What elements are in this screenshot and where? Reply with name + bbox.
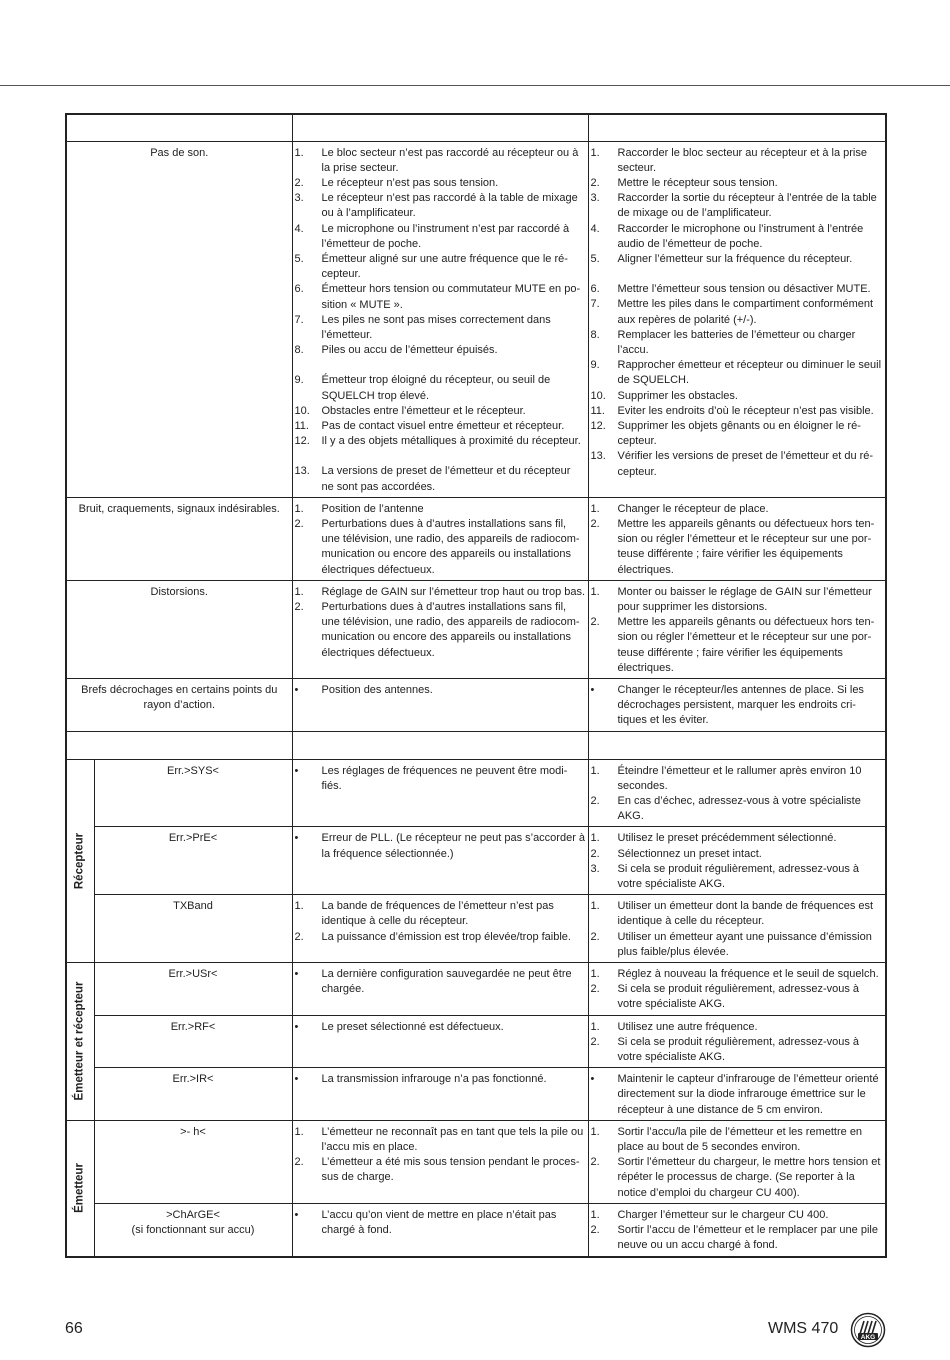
item-text: Mettre les appareils gênants ou défectueux hors ten-sion ou régler l’émetteur et le récepteur sur une por-teuse différente ; faire vérifier les équipements électriques.: [617, 517, 875, 576]
list-item: [591, 282, 884, 297]
list-item: [591, 389, 884, 404]
item-list: [591, 500, 884, 578]
list-item: [591, 899, 884, 929]
header-cell-cause: [292, 114, 588, 141]
item-number: 6.: [294, 283, 304, 296]
item-number: 2.: [590, 1224, 600, 1237]
item-list: [591, 1070, 884, 1118]
list-item: [591, 683, 884, 729]
item-number: 1.: [590, 1208, 600, 1221]
list-item: [295, 600, 586, 661]
logo-lettering: AKG: [860, 1334, 876, 1341]
section-header-row: [66, 731, 886, 759]
list-item: [591, 517, 884, 578]
list-item: [591, 1020, 884, 1035]
item-number: •: [294, 764, 299, 777]
item-number: •: [294, 1073, 299, 1086]
item-text: La bande de fréquences de l’émetteur n’est pas identique à celle du récepteur.: [321, 900, 554, 928]
symptom-text: Err.>RF<: [170, 1020, 216, 1033]
table-row: [66, 497, 886, 580]
symptom-text: Brefs décrochages en certains points du rayon d’action.: [81, 684, 278, 712]
remedy-cell: [588, 827, 886, 895]
section-header-cell: [292, 731, 588, 759]
cause-cell: [292, 1068, 588, 1121]
item-number: 2.: [294, 176, 304, 189]
list-item: [295, 404, 586, 419]
item-list: [591, 897, 884, 960]
item-text: Raccorder le microphone ou l’instrument à l’entrée audio de l’émetteur de poche.: [617, 222, 864, 250]
item-text: Charger l’émetteur sur le chargeur CU 400.: [617, 1208, 829, 1221]
item-number: 1.: [294, 146, 304, 159]
list-item: [295, 899, 586, 929]
symptom-text: Err.>IR<: [172, 1073, 214, 1086]
item-number: 12.: [590, 419, 606, 432]
symptom-cell: [94, 1120, 292, 1203]
symptom-cell: [66, 679, 292, 732]
list-item: [591, 967, 884, 982]
list-item: [591, 847, 884, 862]
item-number: •: [294, 1208, 299, 1221]
item-number: 1.: [294, 502, 304, 515]
item-number: 4.: [294, 222, 304, 235]
remedy-cell: [588, 580, 886, 678]
item-text: Position de l’antenne: [321, 502, 424, 515]
symptom-text: >- h<: [180, 1125, 206, 1138]
item-number: •: [294, 1020, 299, 1033]
item-number: 1.: [294, 585, 304, 598]
item-list: [295, 681, 586, 698]
item-text: Le preset sélectionné est défectueux.: [321, 1020, 504, 1033]
item-text: Supprimer les obstacles.: [617, 389, 738, 402]
remedy-cell: [588, 759, 886, 827]
header-cell-symptom: [66, 114, 292, 141]
item-number: 3.: [590, 192, 600, 205]
item-number: 10.: [590, 389, 606, 402]
item-text: Sortir l’accu de l’émetteur et le remplacer par une pile neuve ou un accu chargé à fond.: [617, 1224, 878, 1252]
table-row: [66, 827, 886, 895]
item-number: 7.: [590, 298, 600, 311]
troubleshooting-table: [65, 113, 887, 1258]
item-number: 13.: [590, 450, 606, 463]
symptom-text: Err.>SYS<: [167, 764, 219, 777]
header-cell-remedy: [588, 114, 886, 141]
list-item: [591, 764, 884, 794]
item-text: Le récepteur n’est pas sous tension.: [321, 176, 499, 189]
item-number: 1.: [590, 1020, 600, 1033]
akg-logo: [850, 1312, 886, 1348]
item-number: 5.: [590, 252, 600, 265]
item-number: 8.: [294, 344, 304, 357]
cause-cell: [292, 141, 588, 497]
item-number: 12.: [294, 435, 310, 448]
item-text: Raccorder le bloc secteur au récepteur et à la prise secteur.: [617, 146, 867, 174]
cause-cell: [292, 1203, 588, 1256]
item-text: Eviter les endroits d’où le récepteur n’est pas visible.: [617, 404, 874, 417]
item-number: 1.: [590, 968, 600, 981]
item-number: 3.: [294, 192, 304, 205]
item-text: Éteindre l’émetteur et le rallumer après environ 10 secondes.: [617, 764, 862, 792]
list-item: [295, 764, 586, 794]
item-number: 1.: [590, 832, 600, 845]
item-text: Mettre l’émetteur sous tension ou désactiver MUTE.: [617, 283, 871, 296]
list-item: [591, 982, 884, 1012]
table-row: [66, 580, 886, 678]
item-text: Monter ou baisser le réglage de GAIN sur l’émetteur pour supprimer les distorsions.: [617, 585, 872, 613]
item-number: 3.: [590, 862, 600, 875]
list-item: [591, 502, 884, 517]
symptom-text: TXBand: [173, 900, 213, 913]
item-text: Si cela se produit régulièrement, adressez-vous à votre spécialiste AKG.: [617, 1035, 860, 1064]
list-item: [591, 862, 884, 892]
item-number: 11.: [294, 419, 309, 432]
list-item: [295, 517, 586, 578]
item-number: 6.: [590, 283, 600, 296]
list-item: [591, 176, 884, 191]
group-label-cell: [66, 759, 94, 962]
item-text: Le récepteur n’est pas raccordé à la table de mixage ou à l’amplificateur.: [321, 192, 578, 220]
list-item: [295, 831, 586, 861]
list-item: [591, 1155, 884, 1201]
list-item: [591, 358, 884, 388]
item-text: Changer le récepteur/les antennes de place. Si les décrochages persistent, marquer les endroits cri-tiques et les éviter.: [617, 684, 864, 727]
remedy-cell: [588, 963, 886, 1016]
item-text: Rapprocher émetteur et récepteur ou diminuer le seuil de SQUELCH.: [617, 359, 882, 387]
item-text: La transmission infrarouge n’a pas fonctionné.: [321, 1073, 547, 1086]
item-text: Le bloc secteur n’est pas raccordé au récepteur ou à la prise secteur.: [321, 146, 579, 174]
list-item: [591, 449, 884, 479]
item-number: 2.: [590, 517, 600, 530]
item-number: 2.: [590, 983, 600, 996]
item-text: Utiliser un émetteur dont la bande de fréquences est identique à celle du récepteur.: [617, 900, 874, 928]
list-item: [295, 191, 586, 221]
item-list: [295, 829, 586, 861]
item-list: [591, 762, 884, 825]
item-number: 1.: [590, 146, 600, 159]
list-item: [295, 967, 586, 997]
list-item: [295, 434, 586, 449]
item-text: La versions de preset de l’émetteur et du récepteur ne sont pas accordées.: [321, 465, 571, 493]
group-label-cell: [66, 1120, 94, 1256]
list-item: [295, 1072, 586, 1087]
item-number: 2.: [590, 795, 600, 808]
item-text: Mettre les piles dans le compartiment conformément aux repères de polarité (+/-).: [617, 298, 874, 326]
item-number: 2.: [590, 847, 600, 860]
item-text: Émetteur hors tension ou commutateur MUTE en po-sition « MUTE ».: [321, 283, 581, 311]
item-text: Pas de contact visuel entre émetteur et récepteur.: [321, 419, 565, 432]
list-item: [295, 502, 586, 517]
group-label: Émetteur et récepteur: [73, 982, 86, 1101]
item-number: 2.: [590, 1156, 600, 1169]
item-text: Sortir l’accu/la pile de l’émetteur et les remettre en place au bout de 5 secondes environ.: [617, 1125, 863, 1154]
list-item: [591, 1035, 884, 1065]
symptom-cell: [66, 141, 292, 497]
list-item: [295, 585, 586, 600]
symptom-text: Err.>PrE<: [168, 832, 218, 845]
table-row: [66, 1015, 886, 1068]
item-number: 5.: [294, 252, 304, 265]
item-number: 1.: [590, 502, 600, 515]
remedy-cell: [588, 1068, 886, 1121]
list-item: [591, 1208, 884, 1223]
item-number: 2.: [294, 517, 304, 530]
symptom-cell: [94, 895, 292, 963]
group-label-cell: [66, 963, 94, 1121]
item-number: 1.: [294, 1125, 304, 1138]
symptom-cell: [94, 827, 292, 895]
list-item: [591, 191, 884, 221]
table-row: [66, 679, 886, 732]
item-number: 2.: [590, 616, 600, 629]
list-item: [295, 930, 586, 945]
list-item: [295, 419, 586, 434]
cause-cell: [292, 759, 588, 827]
list-item: [295, 222, 586, 252]
item-list: [591, 681, 884, 729]
item-number: 2.: [294, 930, 304, 943]
symptom-cell: [94, 1015, 292, 1068]
list-item: [591, 1072, 884, 1118]
item-text: La puissance d’émission est trop élevée/trop faible.: [321, 930, 571, 943]
list-item: [591, 404, 884, 419]
item-number: •: [590, 1073, 595, 1086]
item-number: 2.: [294, 1156, 304, 1169]
item-list: [591, 1206, 884, 1254]
item-text: La dernière configuration sauvegardée ne peut être chargée.: [321, 968, 572, 996]
list-item: [295, 683, 586, 698]
list-item: [295, 343, 586, 358]
list-item: [591, 297, 884, 327]
group-label: Émetteur: [73, 1163, 86, 1214]
item-text: Émetteur aligné sur une autre fréquence que le ré-cepteur.: [321, 252, 568, 281]
item-number: 4.: [590, 222, 600, 235]
symptom-text: >ChArGE< (si fonctionnant sur accu): [131, 1208, 255, 1237]
item-number: 10.: [294, 404, 310, 417]
item-text: Obstacles entre l’émetteur et le récepteur.: [321, 404, 526, 417]
cause-cell: [292, 679, 588, 732]
item-number: 1.: [590, 1125, 600, 1138]
section-header-cell: [66, 731, 292, 759]
item-number: 2.: [590, 1035, 600, 1048]
remedy-cell: [588, 497, 886, 580]
item-list: [591, 1123, 884, 1201]
list-item: [591, 930, 884, 960]
item-text: Perturbations dues à d’autres installations sans fil, une télévision, une radio, des appareils de radiocom-munication ou encore des appareils ou installations électriques défectueux.: [321, 600, 580, 659]
item-list: [591, 144, 884, 480]
item-text: En cas d’échec, adressez-vous à votre spécialiste AKG.: [617, 795, 861, 823]
group-label: Récepteur: [73, 832, 86, 889]
symptom-text: Err.>USr<: [168, 968, 218, 981]
list-item: [295, 1020, 586, 1035]
table-row: [66, 1068, 886, 1121]
symptom-cell: [66, 580, 292, 678]
item-text: Supprimer les objets gênants ou en éloigner le ré-cepteur.: [617, 419, 861, 448]
item-list: [295, 1206, 586, 1238]
item-text: Les piles ne sont pas mises correctement dans l’émetteur.: [321, 313, 551, 341]
symptom-cell: [94, 1203, 292, 1256]
item-number: 11.: [590, 404, 605, 417]
item-text: Aligner l’émetteur sur la fréquence du récepteur.: [617, 252, 853, 265]
item-list: [295, 1018, 586, 1035]
list-item: [295, 176, 586, 191]
symptom-cell: [94, 1068, 292, 1121]
table-row: [66, 1203, 886, 1256]
cause-cell: [292, 1120, 588, 1203]
item-number: •: [294, 684, 299, 696]
item-text: Réglage de GAIN sur l’émetteur trop haut ou trop bas.: [321, 585, 586, 598]
item-list: [295, 583, 586, 661]
item-number: •: [590, 684, 595, 696]
list-item: [591, 146, 884, 176]
list-item: [591, 615, 884, 676]
section-header-cell: [588, 731, 886, 759]
item-text: Il y a des objets métalliques à proximité du récepteur.: [321, 435, 581, 448]
list-item: [295, 1125, 586, 1155]
list-item: [591, 252, 884, 267]
symptom-cell: [94, 759, 292, 827]
list-item: [295, 252, 586, 282]
item-text: Mettre le récepteur sous tension.: [617, 176, 778, 189]
item-number: •: [294, 968, 299, 981]
item-list: [295, 144, 586, 495]
item-number: 13.: [294, 465, 310, 478]
item-text: Le microphone ou l’instrument n’est par raccordé à l’émetteur de poche.: [321, 222, 570, 250]
item-text: Position des antennes.: [321, 684, 433, 696]
table-row: [66, 1120, 886, 1203]
cause-cell: [292, 580, 588, 678]
remedy-cell: [588, 141, 886, 497]
item-text: Utiliser un émetteur ayant une puissance d’émission plus faible/plus élevée.: [617, 930, 872, 958]
symptom-text: Pas de son.: [150, 146, 209, 159]
item-number: •: [294, 832, 299, 845]
list-item: [591, 222, 884, 252]
cause-cell: [292, 827, 588, 895]
item-text: Raccorder la sortie du récepteur à l’entrée de la table de mixage ou de l’amplificateur.: [617, 192, 877, 220]
list-item: [295, 146, 586, 176]
item-text: Sélectionnez un preset intact.: [617, 847, 762, 860]
list-item: [295, 282, 586, 312]
item-list: [295, 1070, 586, 1087]
item-text: Vérifier les versions de preset de l’émetteur et du ré-cepteur.: [617, 450, 874, 478]
item-number: 2.: [590, 176, 600, 189]
table-row: [66, 759, 886, 827]
list-item: [591, 1223, 884, 1253]
item-text: Réglez à nouveau la fréquence et le seuil de squelch.: [617, 968, 879, 981]
item-text: Piles ou accu de l’émetteur épuisés.: [321, 344, 498, 357]
list-item: [591, 419, 884, 449]
list-item: [295, 1208, 586, 1238]
item-list: [591, 1018, 884, 1066]
item-list: [591, 583, 884, 676]
symptom-text: Bruit, craquements, signaux indésirables.: [78, 502, 280, 515]
item-number: 7.: [294, 313, 304, 326]
top-rule: [0, 85, 950, 86]
remedy-cell: [588, 895, 886, 963]
remedy-cell: [588, 1015, 886, 1068]
item-text: Sortir l’émetteur du chargeur, le mettre hors tension et répéter le processus de charge. (Se reporter à la notice d’emploi du chargeur CU 400).: [617, 1156, 881, 1199]
remedy-cell: [588, 679, 886, 732]
item-text: L’émetteur ne reconnaît pas en tant que tels la pile ou l’accu mis en place.: [321, 1125, 584, 1154]
symptom-cell: [66, 497, 292, 580]
item-text: Changer le récepteur de place.: [617, 502, 769, 515]
item-text: Maintenir le capteur d’infrarouge de l’émetteur orienté directement sur la diode infrarouge émettrice sur le récepteur à une distance de 5 cm environ.: [617, 1073, 879, 1116]
item-number: 2.: [294, 600, 304, 613]
item-text: Si cela se produit régulièrement, adressez-vous à votre spécialiste AKG.: [617, 983, 860, 1011]
item-text: L’accu qu’on vient de mettre en place n’était pas chargé à fond.: [321, 1208, 557, 1237]
item-number: 2.: [590, 930, 600, 943]
item-text: Mettre les appareils gênants ou défectueux hors ten-sion ou régler l’émetteur et le récepteur sur une por-teuse différente ; faire vérifier les équipements électriques.: [617, 616, 875, 674]
list-item: [295, 464, 586, 494]
page-number: 66: [65, 1320, 83, 1337]
item-text: Remplacer les batteries de l’émetteur ou charger l’accu.: [617, 328, 856, 356]
table-header-row: [66, 114, 886, 141]
cause-cell: [292, 895, 588, 963]
cause-cell: [292, 1015, 588, 1068]
list-item: [295, 1155, 586, 1185]
list-item: [591, 1125, 884, 1155]
product-name: WMS 470: [768, 1320, 839, 1337]
list-item: [591, 794, 884, 824]
list-item: [295, 313, 586, 343]
item-list: [295, 500, 586, 578]
item-number: 9.: [294, 374, 304, 387]
cause-cell: [292, 963, 588, 1016]
item-text: Perturbations dues à d’autres installations sans fil, une télévision, une radio, des appareils de radiocom-munication ou encore des appareils ou installations électriques défectueux.: [321, 517, 580, 576]
list-item: [591, 328, 884, 358]
item-list: [591, 829, 884, 892]
item-list: [295, 965, 586, 997]
item-number: 1.: [590, 900, 600, 913]
item-number: 1.: [590, 764, 600, 777]
item-text: Émetteur trop éloigné du récepteur, ou seuil de SQUELCH trop élevé.: [321, 374, 551, 402]
table-row: [66, 141, 886, 497]
item-number: 1.: [590, 585, 600, 598]
item-text: Si cela se produit régulièrement, adressez-vous à votre spécialiste AKG.: [617, 862, 860, 891]
item-text: Les réglages de fréquences ne peuvent être modi-fiés.: [321, 764, 568, 792]
symptom-cell: [94, 963, 292, 1016]
table-row: [66, 895, 886, 963]
list-item: [591, 831, 884, 846]
item-text: Erreur de PLL. (Le récepteur ne peut pas s’accorder à la fréquence sélectionnée.): [321, 832, 586, 860]
cause-cell: [292, 497, 588, 580]
list-item: [591, 585, 884, 615]
item-text: Utilisez une autre fréquence.: [617, 1020, 758, 1033]
item-list: [591, 965, 884, 1013]
table-row: [66, 963, 886, 1016]
item-list: [295, 897, 586, 945]
item-text: Utilisez le preset précédemment sélectionné.: [617, 832, 837, 845]
remedy-cell: [588, 1203, 886, 1256]
item-list: [295, 1123, 586, 1186]
item-number: 1.: [294, 900, 304, 913]
item-list: [295, 762, 586, 794]
item-number: 8.: [590, 328, 600, 341]
item-text: L’émetteur a été mis sous tension pendant le proces-sus de charge.: [321, 1156, 580, 1184]
remedy-cell: [588, 1120, 886, 1203]
symptom-text: Distorsions.: [150, 585, 208, 598]
item-number: 9.: [590, 359, 600, 372]
list-item: [295, 373, 586, 403]
